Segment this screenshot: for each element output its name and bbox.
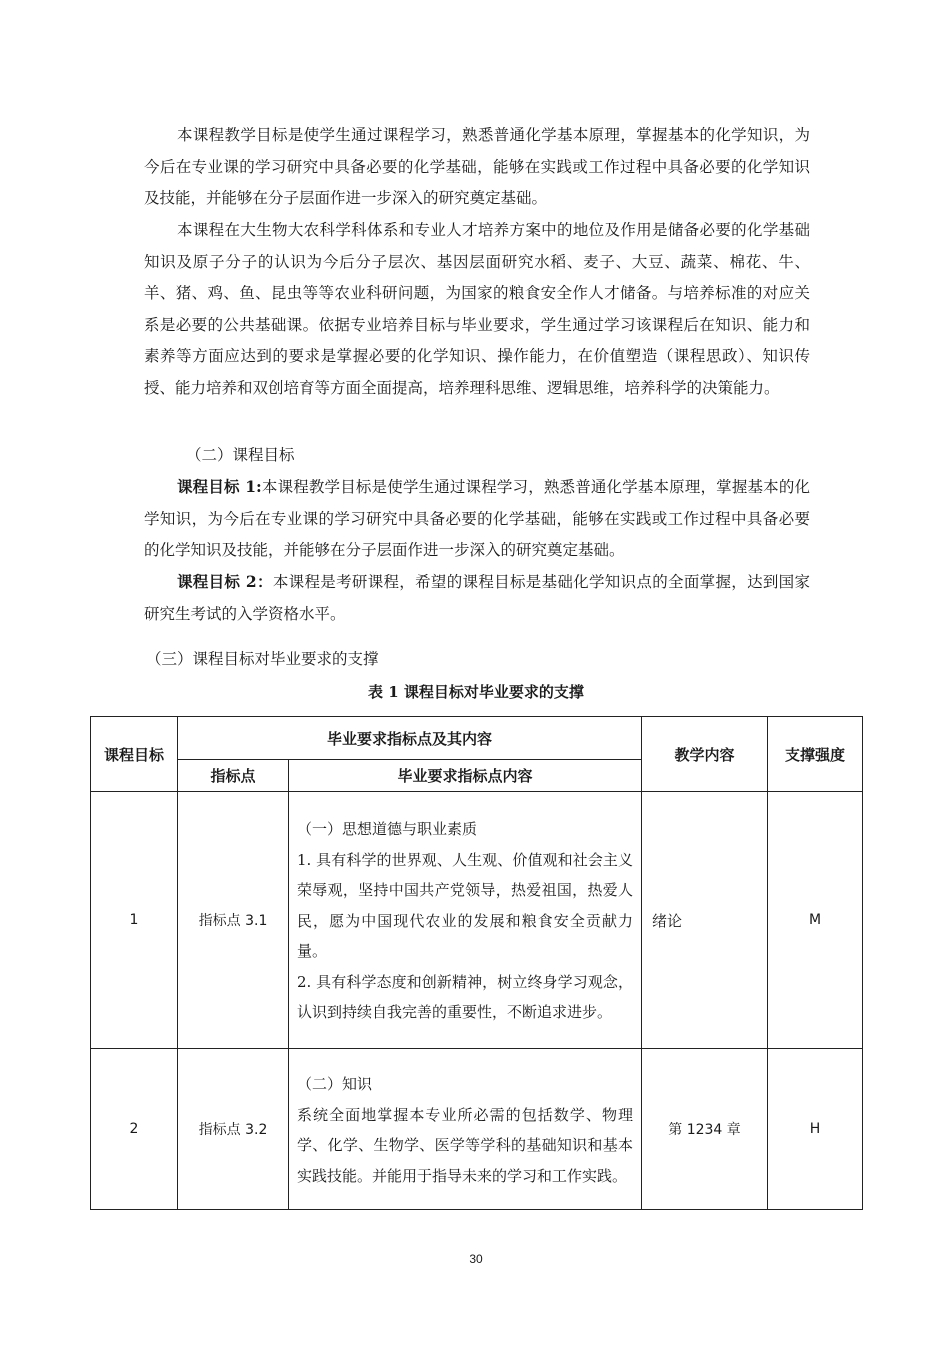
row-indicator: 指标点 3.1: [178, 792, 289, 1049]
header-course-goal: 课程目标: [91, 717, 178, 792]
table-row: [91, 1049, 863, 1210]
header-indicator: 指标点: [178, 760, 289, 792]
course-goal-2-text: 本课程是考研课程，希望的课程目标是基础化学知识点的全面掌握，达到国家研究生考试的入学资格水平。: [144, 573, 810, 623]
row-goal: 1: [91, 792, 178, 1049]
course-goal-1-label: 课程目标 1:: [177, 477, 262, 496]
row-content: [289, 792, 642, 1049]
header-indicator-content: 毕业要求指标点内容: [289, 760, 642, 792]
page-number: 30: [469, 1252, 483, 1266]
content-line: 系统全面地掌握本专业所必需的包括数学、物理学、化学、生物学、医学等学科的基础知识和基本实践技能。并能用于指导未来的学习和工作实践。: [297, 1105, 634, 1185]
content-line: 1. 具有科学的世界观、人生观、价值观和社会主义荣辱观，坚持中国共产党领导，热爱祖国，热爱人民，愿为中国现代农业的发展和粮食安全贡献力量。: [297, 850, 634, 961]
course-goal-2-label: 课程目标 2：: [177, 572, 273, 591]
row-teaching-content: 绪论: [642, 792, 768, 1049]
row-content: [289, 1049, 642, 1210]
row-teaching-content: 第 1234 章: [642, 1049, 768, 1210]
support-table: [90, 716, 863, 1210]
content-line: （一）思想道德与职业素质: [297, 820, 478, 839]
course-goal-1-text: 本课程教学目标是使学生通过课程学习，熟悉普通化学基本原理，掌握基本的化学知识，为今后在专业课的学习研究中具备必要的化学基础，能够在实践或工作过程中具备必要的化学知识及技能，并能够在分子层面作进一步深入的研究奠定基础。: [144, 478, 810, 559]
header-support-level: 支撑强度: [768, 717, 863, 792]
content-line: （二）知识: [297, 1075, 373, 1093]
section-heading-support: （三）课程目标对毕业要求的支撑: [146, 650, 379, 668]
header-teaching-content: 教学内容: [642, 717, 768, 792]
row-support-level: H: [768, 1049, 863, 1210]
table-caption: 表 1 课程目标对毕业要求的支撑: [368, 683, 584, 701]
row-support-level: M: [768, 792, 863, 1049]
intro-paragraph-1: 本课程教学目标是使学生通过课程学习，熟悉普通化学基本原理，掌握基本的化学知识，为今后在专业课的学习研究中具备必要的化学基础，能够在实践或工作过程中具备必要的化学知识及技能，并能够在分子层面作进一步深入的研究奠定基础。: [144, 126, 810, 207]
course-goal-1: [144, 471, 810, 567]
row-indicator: 指标点 3.2: [178, 1049, 289, 1210]
table-row: [91, 792, 863, 1049]
course-goal-2: [144, 566, 810, 630]
section-heading-course-goals: （二）课程目标: [186, 446, 295, 464]
header-requirement-group: 毕业要求指标点及其内容: [178, 717, 642, 760]
intro-paragraph-2: 本课程在大生物大农科学科体系和专业人才培养方案中的地位及作用是储备必要的化学基础知识及原子分子的认识为今后分子层次、基因层面研究水稻、麦子、大豆、蔬菜、棉花、牛、羊、猪、鸡、鱼、昆虫等等农业科研问题，为国家的粮食安全作人才储备。与培养标准的对应关系是必要的公共基础课。依据专业培养目标与毕业要求，学生通过学习该课程后在知识、能力和素养等方面应达到的要求是掌握必要的化学知识、操作能力，在价值塑造（课程思政）、知识传授、能力培养和双创培育等方面全面提高，培养理科思维、逻辑思维，培养科学的决策能力。: [144, 221, 810, 397]
row-goal: 2: [91, 1049, 178, 1210]
content-line: 2. 具有科学态度和创新精神，树立终身学习观念，认识到持续自我完善的重要性，不断追求进步。: [297, 972, 634, 1022]
